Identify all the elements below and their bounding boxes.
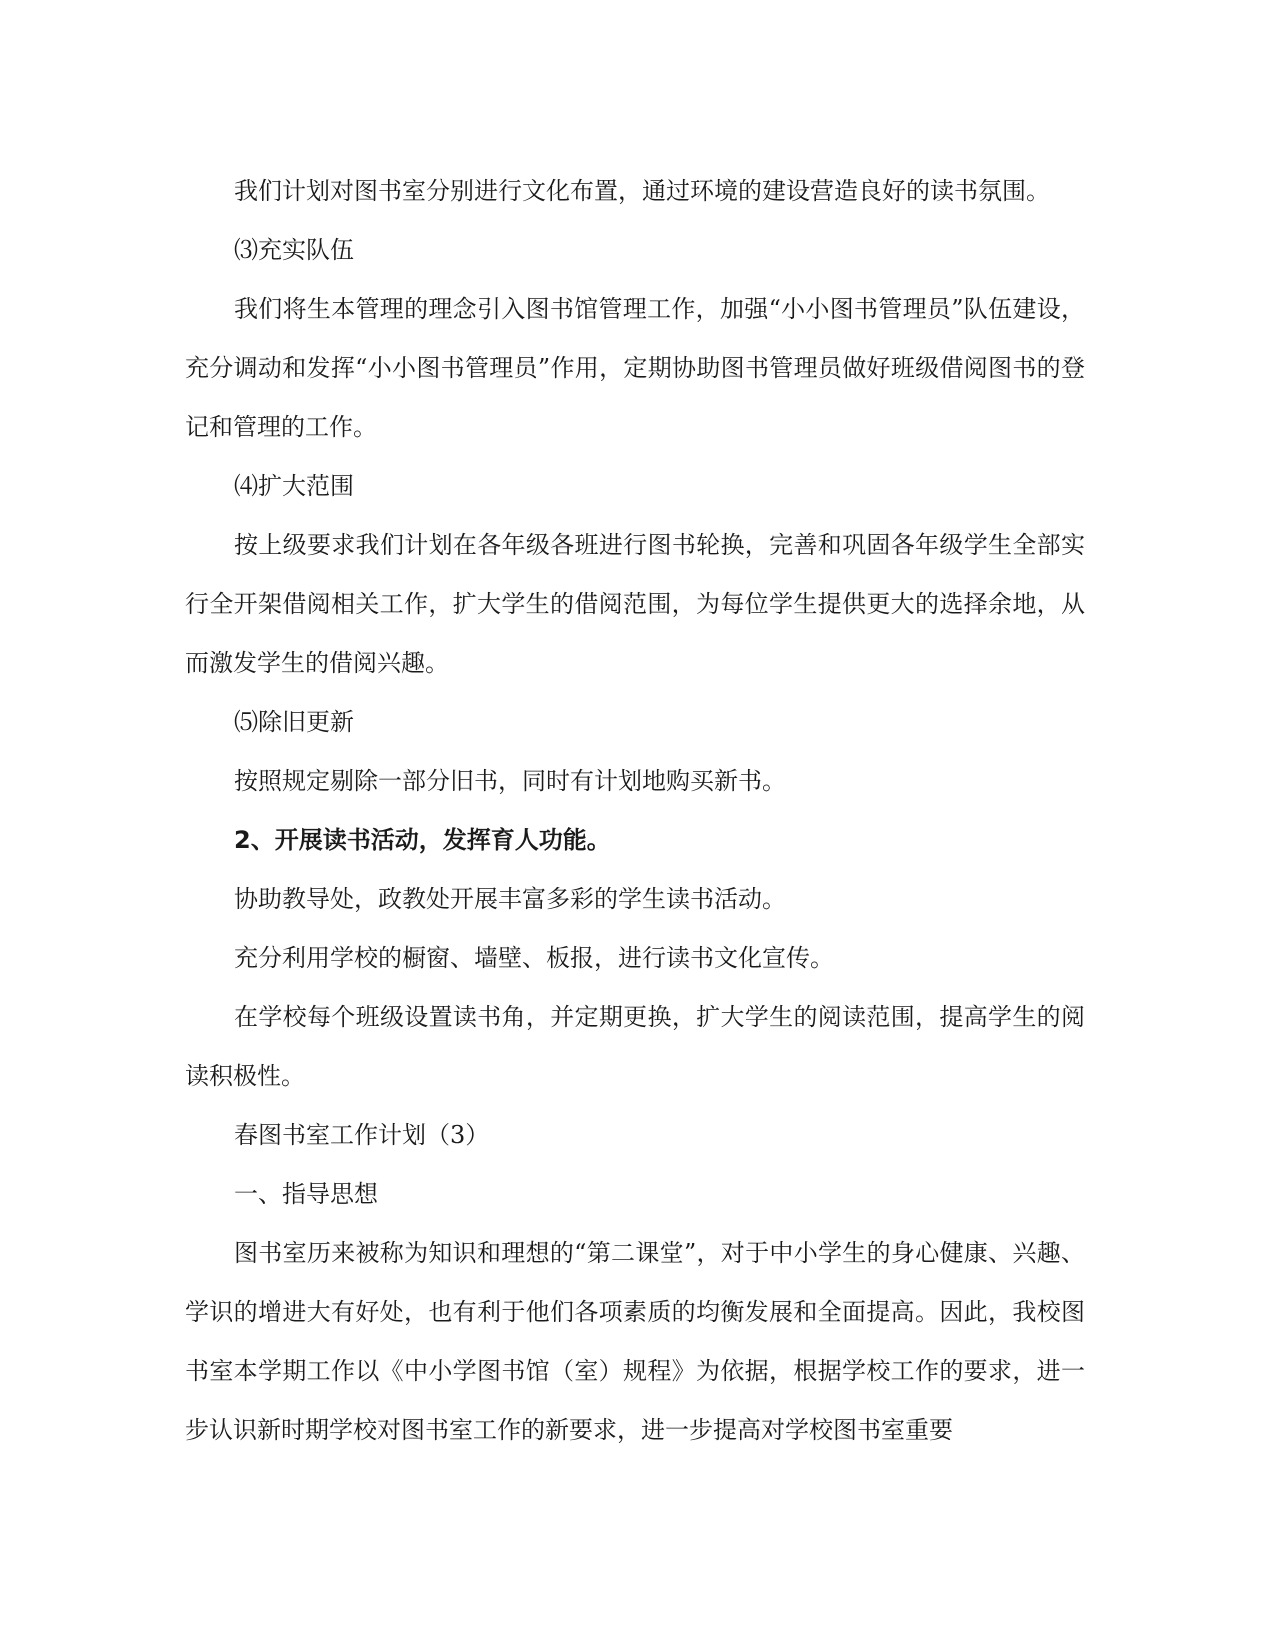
heading-enrich-team: ⑶充实队伍 [234,236,354,264]
document-body [185,162,1085,1460]
paragraph-reading-corner: 在学校每个班级设置读书角，并定期更换，扩大学生的阅读范围，提高学生的阅读积极性。 [185,1003,1085,1090]
paragraph-team-building: 我们将生本管理的理念引入图书馆管理工作，加强“小小图书管理员”队伍建设，充分调动和发挥“小小图书管理员”作用，定期协助图书管理员做好班级借阅图书的登记和管理的工作。 [185,295,1085,441]
heading-guiding-ideology: 一、指导思想 [234,1180,378,1208]
paragraph-remove-old-books: 按照规定剔除一部分旧书，同时有计划地购买新书。 [234,767,786,795]
heading-remove-old: ⑸除旧更新 [234,708,354,736]
heading-reading-activities: 2、开展读书活动，发挥育人功能。 [234,826,611,854]
heading-expand-scope: ⑷扩大范围 [234,472,354,500]
paragraph-assist-activities: 协助教导处，政教处开展丰富多彩的学生读书活动。 [234,885,786,913]
paragraph-book-rotation: 按上级要求我们计划在各年级各班进行图书轮换，完善和巩固各年级学生全部实行全开架借阅相关工作，扩大学生的借阅范围，为每位学生提供更大的选择余地，从而激发学生的借阅兴趣。 [185,531,1085,677]
paragraph-promotion: 充分利用学校的橱窗、墙壁、板报，进行读书文化宣传。 [234,944,834,972]
section-title-plan-3: 春图书室工作计划（3） [234,1121,490,1149]
paragraph-guiding-ideology: 图书室历来被称为知识和理想的“第二课堂”，对于中小学生的身心健康、兴趣、学识的增进大有好处，也有利于他们各项素质的均衡发展和全面提高。因此，我校图书室本学期工作以《中小学图书馆（室）规程》为依据，根据学校工作的要求，进一步认识新时期学校对图书室工作的新要求，进一步提高对学校图书室重要 [185,1239,1085,1444]
paragraph-culture-layout: 我们计划对图书室分别进行文化布置，通过环境的建设营造良好的读书氛围。 [234,177,1050,205]
